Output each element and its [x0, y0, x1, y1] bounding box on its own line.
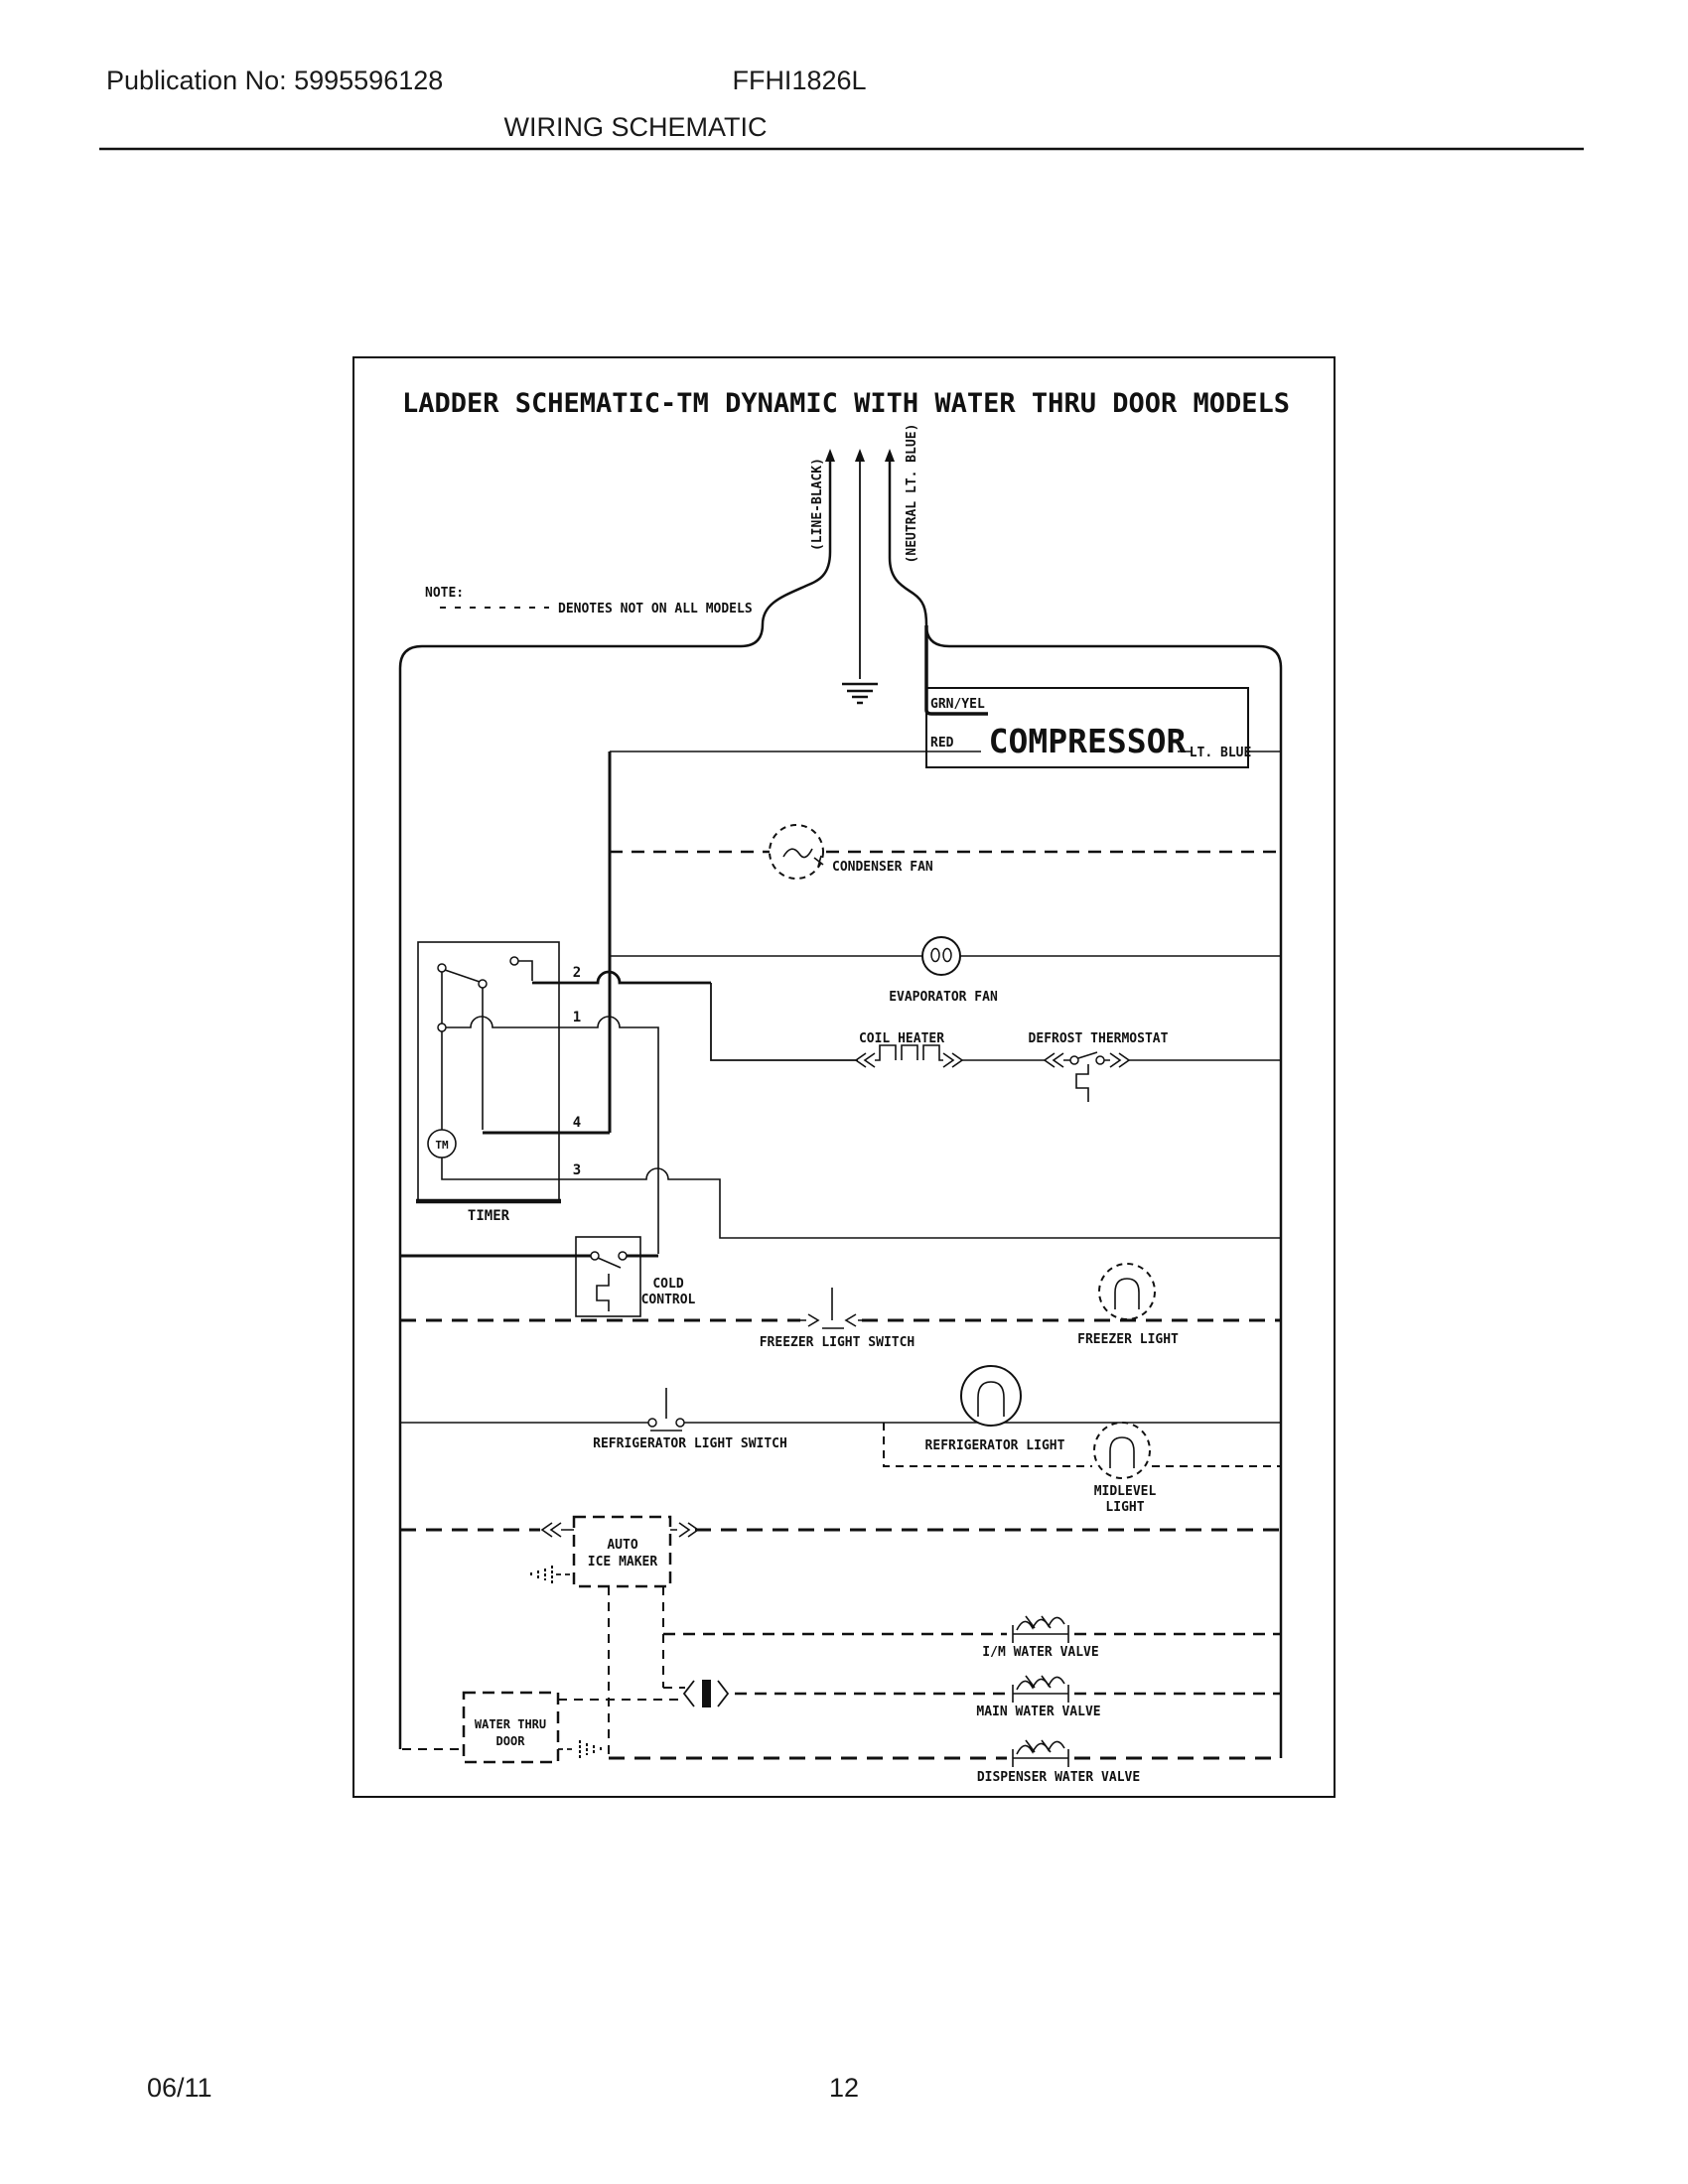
cold-control	[400, 1237, 696, 1316]
defrost-thermostat-label: DEFROST THERMOSTAT	[1028, 1031, 1169, 1046]
timer	[416, 751, 1281, 1254]
main-water-valve-rung	[558, 1676, 1281, 1719]
freezer-light-switch-icon	[800, 1288, 862, 1328]
section-title: WIRING SCHEMATIC	[503, 112, 768, 142]
terminal-3: 3	[572, 1162, 582, 1178]
condenser-fan-motor-icon	[770, 825, 823, 879]
terminal-4: 4	[572, 1115, 582, 1131]
im-water-valve-rung	[663, 1616, 1281, 1660]
terminal-2: 2	[572, 965, 582, 981]
supply-leads	[400, 424, 1281, 1758]
defrost-rung	[856, 1031, 1281, 1102]
model-number: FFHI1826L	[732, 66, 867, 95]
dispenser-water-valve-rung	[609, 1740, 1281, 1785]
im-water-valve-icon	[1013, 1616, 1068, 1643]
earth-ground-icon	[842, 684, 878, 703]
red-label: RED	[930, 736, 954, 751]
freezer-light-switch-label: FREEZER LIGHT SWITCH	[759, 1335, 915, 1350]
water-thru-door-label-1: WATER THRU	[474, 1717, 547, 1731]
midlevel-light-label-1: MIDLEVEL	[1093, 1484, 1157, 1499]
line-black-label: (LINE-BLACK)	[810, 458, 825, 551]
condenser-fan-rung	[610, 825, 1281, 879]
refrigerator-light-icon	[961, 1366, 1021, 1426]
freezer-light-rung	[400, 1264, 1281, 1350]
refrigerator-light-label: REFRIGERATOR LIGHT	[924, 1438, 1065, 1453]
neutral-lead-and-right-rail	[890, 459, 1281, 1758]
evaporator-fan-label: EVAPORATOR FAN	[889, 990, 998, 1005]
schematic-title: LADDER SCHEMATIC-TM DYNAMIC WITH WATER THRU DOOR MODELS	[401, 388, 1291, 419]
auto-ice-maker-label-1: AUTO	[607, 1538, 638, 1553]
cold-control-label-2: CONTROL	[640, 1293, 696, 1307]
neutral-label: (NEUTRAL LT. BLUE)	[905, 423, 919, 564]
compressor-label: COMPRESSOR	[988, 722, 1187, 760]
main-water-valve-label: MAIN WATER VALVE	[976, 1705, 1101, 1719]
evaporator-fan-motor-icon	[922, 937, 960, 975]
note-text: DENOTES NOT ON ALL MODELS	[558, 602, 753, 616]
note-legend	[425, 586, 753, 616]
refrigerator-light-rung	[400, 1366, 1281, 1515]
refrigerator-light-switch-label: REFRIGERATOR LIGHT SWITCH	[593, 1436, 787, 1451]
terminal-1: 1	[572, 1010, 582, 1025]
refrigerator-light-switch-icon	[648, 1388, 684, 1431]
schematic-border	[353, 357, 1335, 1797]
timer-label: TIMER	[467, 1208, 510, 1224]
freezer-light-label: FREEZER LIGHT	[1077, 1332, 1179, 1347]
footer-page-number: 12	[828, 2073, 860, 2103]
water-thru-door	[402, 1693, 601, 1762]
main-water-valve-icon	[1013, 1676, 1068, 1703]
coil-heater-label: COIL HEATER	[858, 1031, 945, 1046]
ground-arrow-icon	[855, 449, 865, 462]
im-water-valve-label: I/M WATER VALVE	[982, 1645, 1099, 1660]
neutral-arrow-icon	[885, 449, 895, 462]
note-label: NOTE:	[425, 586, 465, 601]
midlevel-light-icon	[1094, 1423, 1150, 1478]
cold-control-label-1: COLD	[652, 1277, 684, 1292]
publication-number: Publication No: 5995596128	[106, 66, 444, 95]
timer-motor-label: TM	[435, 1139, 449, 1152]
page-header	[99, 66, 1584, 149]
dispenser-water-valve-label: DISPENSER WATER VALVE	[976, 1770, 1141, 1785]
water-thru-door-label-2: DOOR	[495, 1734, 525, 1748]
midlevel-light-label-2: LIGHT	[1105, 1500, 1145, 1515]
footer-date: 06/11	[147, 2073, 212, 2103]
dispenser-water-valve-icon	[1013, 1740, 1068, 1767]
lt-blue-label: LT. BLUE	[1189, 746, 1252, 760]
freezer-light-icon	[1099, 1264, 1155, 1319]
auto-ice-maker-label-2: ICE MAKER	[587, 1555, 658, 1570]
condenser-fan-label: CONDENSER FAN	[832, 860, 933, 875]
ice-maker-ground-icon	[531, 1566, 552, 1583]
grn-yel-label: GRN/YEL	[930, 697, 985, 712]
page-footer	[147, 2073, 859, 2103]
line-arrow-icon	[825, 449, 835, 462]
plug-connector-icon	[684, 1680, 728, 1707]
water-thru-door-ground-icon	[580, 1740, 601, 1758]
